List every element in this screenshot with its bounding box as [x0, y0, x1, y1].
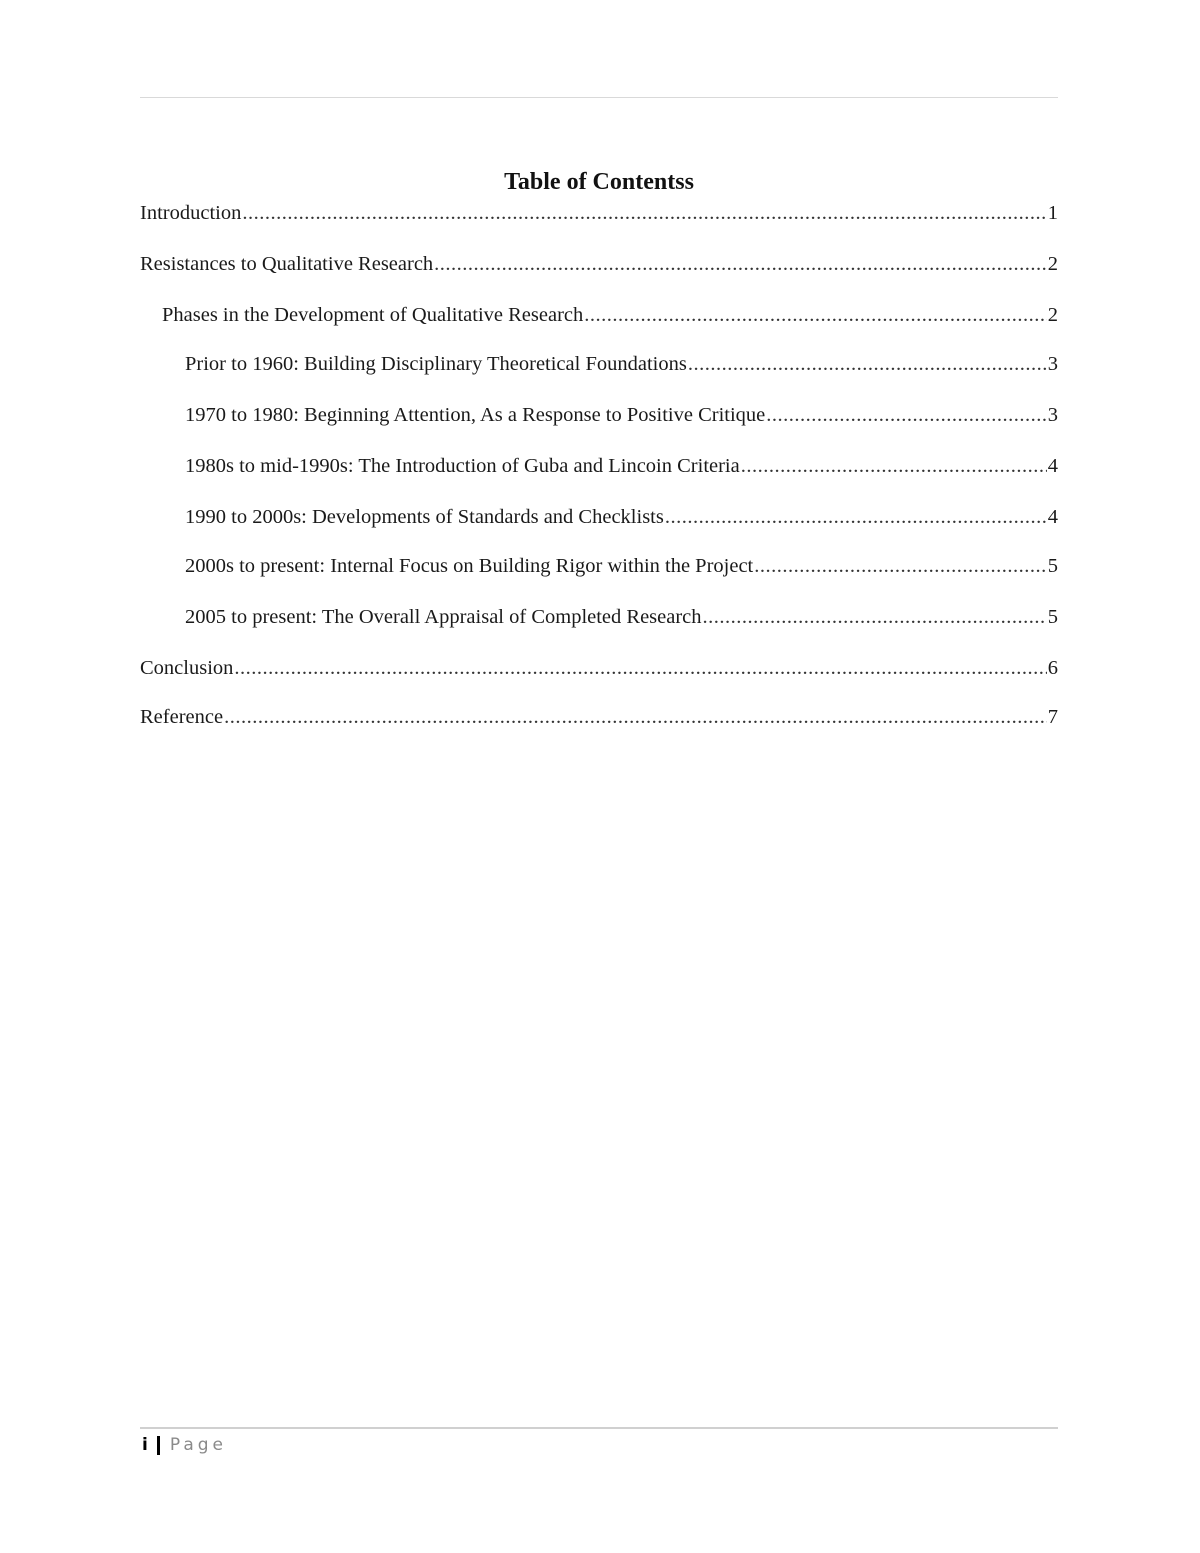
toc-entry-1980s-mid-1990s[interactable]: [185, 452, 1058, 480]
toc-dot-leader: [766, 401, 1046, 429]
toc-entry-1970-1980[interactable]: [185, 401, 1058, 429]
toc-dot-leader: [584, 301, 1046, 329]
toc-page-number: 1: [1047, 202, 1058, 224]
toc-dot-leader: [703, 603, 1047, 631]
header-rule: [140, 97, 1058, 98]
toc-dot-leader: [234, 654, 1046, 682]
toc-dot-leader: [665, 503, 1047, 531]
toc-entry-text: Reference: [140, 706, 224, 728]
toc-page-number: 5: [1047, 606, 1058, 628]
toc-page-number: 2: [1047, 304, 1058, 326]
toc-page-number: 6: [1047, 657, 1058, 679]
toc-entry-text: 1990 to 2000s: Developments of Standards and Checklists: [185, 506, 664, 528]
toc-entry-text: 1980s to mid-1990s: The Introduction of Guba and Lincoin Criteria: [185, 455, 740, 477]
toc-page-number: 7: [1047, 706, 1058, 728]
toc-entry-text: 1970 to 1980: Beginning Attention, As a Response to Positive Critique: [185, 404, 766, 426]
footer-separator: [157, 1436, 160, 1455]
toc-entry-2005-present[interactable]: [185, 603, 1058, 631]
toc-title: Table of Contentss: [504, 169, 694, 195]
footer-rule: [140, 1427, 1058, 1429]
toc-entry-text: Prior to 1960: Building Disciplinary Theoretical Foundations: [185, 353, 687, 375]
toc-entry-2000s-present[interactable]: [185, 552, 1058, 580]
toc-entry-prior-1960[interactable]: [185, 350, 1058, 378]
toc-entry-reference[interactable]: [140, 703, 1058, 731]
toc-dot-leader: [688, 350, 1047, 378]
toc-page-number: 4: [1047, 455, 1058, 477]
toc-page-number: 3: [1047, 404, 1058, 426]
toc-entry-text: Conclusion: [140, 657, 234, 679]
toc-entry-resistances[interactable]: [140, 250, 1058, 278]
toc-page-number: 3: [1047, 353, 1058, 375]
toc-dot-leader: [224, 703, 1047, 731]
page-footer: [142, 1433, 227, 1457]
toc-dot-leader: [242, 199, 1046, 227]
toc-page-number: 2: [1047, 253, 1058, 275]
toc-entry-1990-2000s[interactable]: [185, 503, 1058, 531]
toc-page-number: 4: [1047, 506, 1058, 528]
toc-page-number: 5: [1047, 555, 1058, 577]
toc-entry-text: 2005 to present: The Overall Appraisal of Completed Research: [185, 606, 702, 628]
footer-page-label: Page: [169, 1435, 227, 1455]
toc-entry-text: Resistances to Qualitative Research: [140, 253, 434, 275]
toc-entry-text: Phases in the Development of Qualitative Research: [162, 304, 584, 326]
toc-entry-text: Introduction: [140, 202, 242, 224]
toc-entry-phases[interactable]: [162, 301, 1058, 329]
footer-page-number: i: [142, 1435, 148, 1455]
toc-dot-leader: [754, 552, 1047, 580]
toc-dot-leader: [741, 452, 1047, 480]
toc-entry-text: 2000s to present: Internal Focus on Building Rigor within the Project: [185, 555, 754, 577]
toc-entry-introduction[interactable]: [140, 199, 1058, 227]
toc-dot-leader: [434, 250, 1047, 278]
toc-entry-conclusion[interactable]: [140, 654, 1058, 682]
